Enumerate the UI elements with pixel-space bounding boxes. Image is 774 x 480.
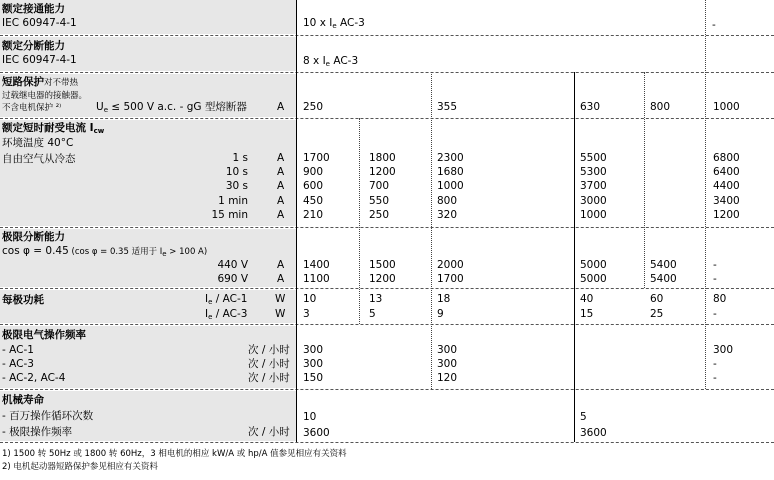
column-divider [296, 0, 297, 442]
cell-value: 25 [650, 308, 664, 320]
cell-value: - [713, 372, 717, 384]
cell-value: 5 [580, 411, 587, 423]
cell-value: 60 [650, 293, 664, 305]
unit: A [277, 180, 285, 192]
cell-value: 1000 [580, 209, 607, 221]
cell-value: 1200 [369, 273, 396, 285]
cell-value: 9 [437, 308, 444, 320]
unit: A [277, 209, 285, 221]
cell-value: 5000 [580, 273, 607, 285]
time-label: 30 s [225, 180, 248, 192]
cell-value: 5500 [580, 152, 607, 164]
cell-value: 5400 [650, 259, 677, 271]
short-value: 355 [437, 101, 458, 113]
footnote-1: 1) 1500 转 50Hz 或 1800 转 60Hz，3 相电机的相应 kW/A 或 hp/A 值参见相应有关资料 [2, 449, 347, 459]
cell-value: 300 [303, 344, 324, 356]
cell-value: 700 [369, 180, 390, 192]
cell-value: 5400 [650, 273, 677, 285]
shorttime-title: 额定短时耐受电流 $I_{cw}$ [2, 122, 105, 135]
cell-value: 3700 [580, 180, 607, 192]
cell-value: 2000 [437, 259, 464, 271]
time-label: 1 min [218, 195, 248, 207]
row-separator [0, 442, 774, 443]
short-line3: 不含电机保护 ²⁾ [2, 103, 62, 113]
cell-value: 1100 [303, 273, 330, 285]
cell-value: 1200 [713, 209, 740, 221]
cell-value: - [713, 273, 717, 285]
cell-value: 150 [303, 372, 324, 384]
unit: A [277, 195, 285, 207]
loss-title: 每极功耗 [2, 294, 44, 306]
cell-value: 5 [369, 308, 376, 320]
unit: A [277, 273, 285, 285]
row-separator [0, 389, 774, 390]
cell-value: 3400 [713, 195, 740, 207]
unit: A [277, 152, 285, 164]
cell-value: 3600 [580, 427, 607, 439]
breaking-title: 额定分断能力 [2, 40, 65, 52]
short-title: 短路保护对不带热 [2, 76, 79, 88]
time-label: 1 s [232, 152, 248, 164]
short-value: 250 [303, 101, 324, 113]
cell-value: 600 [303, 180, 324, 192]
row-separator [0, 35, 774, 36]
cell-value: 900 [303, 166, 324, 178]
column-divider [359, 118, 360, 324]
row-separator [0, 288, 774, 289]
time-label: 10 s [225, 166, 248, 178]
short-value: 1000 [713, 101, 740, 113]
row-separator [0, 118, 774, 119]
cell-value: 1680 [437, 166, 464, 178]
column-divider [431, 72, 432, 389]
cell-value: 800 [437, 195, 458, 207]
ultimate-title: 极限分断能力 [2, 231, 65, 243]
unit: W [275, 308, 286, 320]
loss-label: $I_e / AC-1$ [205, 293, 248, 306]
column-divider [705, 0, 706, 389]
life-title: 机械寿命 [2, 394, 44, 406]
row-separator [0, 324, 774, 325]
cell-value: 300 [713, 344, 734, 356]
cell-value: 6800 [713, 152, 740, 164]
cell-value: 120 [437, 372, 458, 384]
short-value: 630 [580, 101, 601, 113]
cell-value: 300 [437, 344, 458, 356]
short-unit: A [277, 101, 285, 113]
cell-value: 1400 [303, 259, 330, 271]
cell-value: 5300 [580, 166, 607, 178]
short-value: 800 [650, 101, 671, 113]
freq-label: - AC-2, AC-4 [2, 372, 66, 384]
band-loss [0, 290, 296, 323]
cell-value: - [713, 358, 717, 370]
unit: 次 / 小时 [248, 358, 290, 370]
cell-value: 320 [437, 209, 458, 221]
cell-value: 2300 [437, 152, 464, 164]
shorttime-cooling: 自由空气从冷态 [2, 153, 76, 165]
time-label: 15 min [211, 209, 248, 221]
cell-value: 300 [437, 358, 458, 370]
cell-value: 1500 [369, 259, 396, 271]
cell-value: 210 [303, 209, 324, 221]
cell-value: - [713, 259, 717, 271]
voltage-label: 690 V [217, 273, 248, 285]
making-standard: IEC 60947-4-1 [2, 17, 77, 29]
cell-value: 1800 [369, 152, 396, 164]
cell-value: 6400 [713, 166, 740, 178]
unit: A [277, 259, 285, 271]
cell-value: 80 [713, 293, 727, 305]
short-line2: 过载继电器的接触器。 [2, 91, 88, 101]
unit: W [275, 293, 286, 305]
column-divider [574, 72, 575, 442]
voltage-label: 440 V [217, 259, 248, 271]
row-separator [0, 227, 774, 228]
cell-value: - [713, 308, 717, 320]
cell-value: 3 [303, 308, 310, 320]
cell-value: 250 [369, 209, 390, 221]
cell-value: 10 [303, 293, 317, 305]
making-title: 额定接通能力 [2, 3, 65, 15]
cell-value: 13 [369, 293, 383, 305]
cell-value: 10 [303, 411, 317, 423]
life-freq-label: - 极限操作频率 [2, 426, 73, 438]
making-value: 10 x $I_e$ AC-3 [303, 17, 365, 30]
breaking-value: 8 x $I_e$ AC-3 [303, 55, 359, 68]
cell-value: 300 [303, 358, 324, 370]
life-cycles-label: - 百万操作循环次数 [2, 410, 94, 422]
unit: 次 / 小时 [248, 372, 290, 384]
cell-value: 1700 [303, 152, 330, 164]
column-divider [644, 72, 645, 288]
freq-label: - AC-3 [2, 358, 34, 370]
loss-label: $I_e / AC-3$ [205, 308, 248, 321]
unit: 次 / 小时 [248, 426, 290, 438]
unit: 次 / 小时 [248, 344, 290, 356]
freq-title: 极限电气操作频率 [2, 329, 86, 341]
footnote-2: 2) 电机起动器短路保护参见相应有关资料 [2, 462, 158, 472]
cell-value: 4400 [713, 180, 740, 192]
cell-value: 1000 [437, 180, 464, 192]
cell-value: 450 [303, 195, 324, 207]
cell-value: 40 [580, 293, 594, 305]
cell-value: 1200 [369, 166, 396, 178]
shorttime-ambient: 环境温度 40°C [2, 137, 74, 149]
row-separator [0, 72, 774, 73]
making-last-value: - [712, 19, 716, 31]
cell-value: 15 [580, 308, 594, 320]
cell-value: 3600 [303, 427, 330, 439]
cell-value: 1700 [437, 273, 464, 285]
unit: A [277, 166, 285, 178]
cell-value: 550 [369, 195, 390, 207]
ultimate-cos: cos φ = 0.45 (cos φ = 0.35 适用于 $I_e > 100$ A) [2, 245, 208, 258]
freq-label: - AC-1 [2, 344, 34, 356]
short-condition: $U_e \le 500$ V a.c. - gG 型熔断器 [96, 101, 247, 114]
cell-value: 18 [437, 293, 451, 305]
cell-value: 3000 [580, 195, 607, 207]
breaking-standard: IEC 60947-4-1 [2, 54, 77, 66]
cell-value: 5000 [580, 259, 607, 271]
